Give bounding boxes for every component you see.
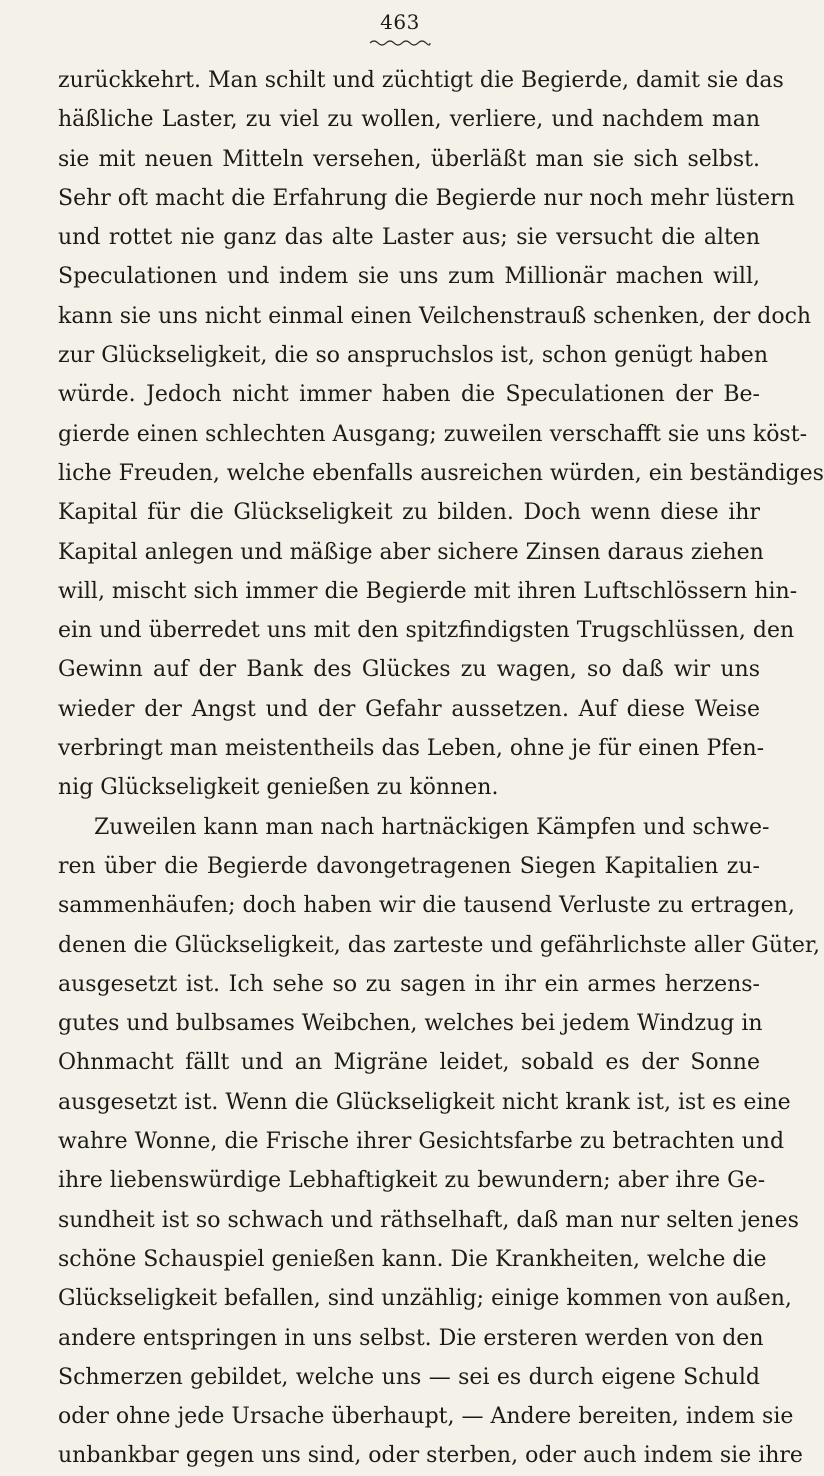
text-line: oder ohne jede Ursache überhaupt, — Andere bereiten, indem sie (58, 1404, 794, 1430)
page-number: 463 (380, 10, 420, 34)
text-line: Gewinn auf der Bank des Glückes zu wagen, so daß wir uns (58, 657, 760, 683)
text-line: ausgesetzt ist. Wenn die Glückseligkeit nicht krank ist, ist es eine (58, 1089, 791, 1115)
text-line: Kapital für die Glückseligkeit zu bilden. Doch wenn diese ihr (58, 500, 760, 526)
body-text (58, 61, 824, 1476)
text-line: gutes und bulbsames Weibchen, welches bei jedem Windzug in (58, 1011, 763, 1037)
text-line: Zuweilen kann man nach hartnäckigen Kämpfen und schwe- (94, 814, 770, 840)
text-line: will, mischt sich immer die Begierde mit ihren Luftschlössern hin- (58, 578, 798, 604)
text-line: schöne Schauspiel genießen kann. Die Krankheiten, welche die (58, 1246, 767, 1272)
text-line: gierde einen schlechten Ausgang; zuweilen verschafft sie uns köst- (58, 421, 807, 447)
text-line: Glückseligkeit befallen, sind unzählig; einige kommen von außen, (58, 1286, 792, 1312)
text-line: zurückkehrt. Man schilt und züchtigt die Begierde, damit sie das (58, 68, 784, 93)
text-line: ausgesetzt ist. Ich sehe so zu sagen in ihr ein armes herzens- (58, 971, 760, 997)
text-line: unbankbar gegen uns sind, oder sterben, oder auch indem sie ihre (58, 1443, 803, 1469)
text-line: sundheit ist so schwach und räthselhaft, daß man nur selten jenes (58, 1207, 799, 1233)
text-line: Schmerzen gebildet, welche uns — sei es durch eigene Schuld (58, 1364, 760, 1390)
text-line: ihre liebenswürdige Lebhaftigkeit zu bewundern; aber ihre Ge- (58, 1168, 766, 1194)
text-line: und rottet nie ganz das alte Laster aus; sie versucht die alten (58, 225, 760, 251)
text-line: zur Glückseligkeit, die so anspruchslos ist, schon genügt haben (58, 343, 768, 369)
page-number-ornament (368, 38, 432, 48)
text-line: wahre Wonne, die Frische ihrer Gesichtsfarbe zu betrachten und (58, 1129, 785, 1155)
text-line: sammenhäufen; doch haben wir die tausend Verluste zu ertragen, (58, 893, 795, 919)
text-line: ren über die Begierde davongetragenen Siegen Kapitalien zu- (58, 853, 760, 879)
text-line: sie mit neuen Mitteln versehen, überläßt man sie sich selbst. (58, 146, 760, 172)
text-line: verbringt man meistentheils das Leben, ohne je für einen Pfen- (58, 736, 765, 762)
text-line: würde. Jedoch nicht immer haben die Speculationen der Be- (58, 382, 760, 408)
text-line: ein und überredet uns mit den spitzfindigsten Trugschlüssen, den (58, 618, 795, 644)
text-line: Sehr oft macht die Erfahrung die Begierde nur noch mehr lüstern (58, 185, 795, 211)
text-line: liche Freuden, welche ebenfalls ausreichen würden, ein beständiges (58, 460, 824, 486)
text-line: andere entspringen in uns selbst. Die ersteren werden von den (58, 1325, 764, 1351)
text-line: Speculationen und indem sie uns zum Millionär machen will, (58, 264, 760, 290)
text-line: denen die Glückseligkeit, das zarteste und gefährlichste aller Güter, (58, 932, 820, 958)
text-line: Kapital anlegen und mäßige aber sichere Zinsen daraus ziehen (58, 539, 764, 565)
text-line: nig Glückseligkeit genießen zu können. (58, 775, 499, 801)
text-line: häßliche Laster, zu viel zu wollen, verliere, und nachdem man (58, 107, 760, 133)
text-line: kann sie uns nicht einmal einen Veilchenstrauß schenken, der doch (58, 303, 812, 329)
text-line: Ohnmacht fällt und an Migräne leidet, sobald es der Sonne (58, 1050, 760, 1076)
text-line: wieder der Angst und der Gefahr aussetzen. Auf diese Weise (58, 696, 760, 722)
